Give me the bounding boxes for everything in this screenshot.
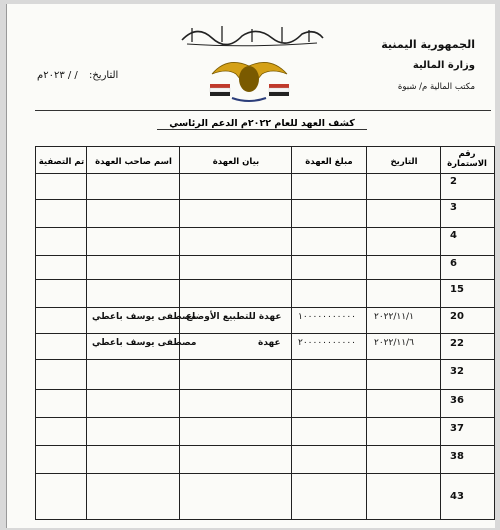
row-number: 22 xyxy=(450,338,464,349)
row-divider xyxy=(36,227,494,228)
custody-table xyxy=(35,146,495,520)
row-number: 3 xyxy=(450,202,457,213)
date-label: التاريخ: xyxy=(88,70,119,81)
row-date: ٢٠٢٢/١١/٦ xyxy=(374,338,414,348)
col-header-holder: اسم صاحب العهدة xyxy=(95,157,172,167)
row-amount: ١٠٠٠٠٠٠٠٠٠٠٠ xyxy=(298,312,357,322)
row-date: ٢٠٢٢/١١/١ xyxy=(374,312,414,322)
row-number: 2 xyxy=(450,176,457,187)
row-divider xyxy=(36,445,494,446)
row-divider xyxy=(36,333,494,334)
header-rule xyxy=(35,110,491,111)
row-divider xyxy=(36,473,494,474)
date-value: / / ٢٠٢٣م xyxy=(37,70,78,81)
row-holder: مصطفى يوسف باعطي xyxy=(92,338,197,348)
row-number: 15 xyxy=(450,284,464,295)
col-header-date: التاريخ xyxy=(390,157,418,167)
row-divider xyxy=(36,307,494,308)
row-divider xyxy=(36,279,494,280)
row-number: 36 xyxy=(450,395,464,406)
row-divider xyxy=(36,173,494,174)
row-number: 37 xyxy=(450,423,464,434)
row-divider xyxy=(36,417,494,418)
country-name: الجمهورية اليمنية xyxy=(381,38,475,51)
row-amount: ٢٠٠٠٠٠٠٠٠٠٠٠ xyxy=(298,338,357,348)
row-divider xyxy=(36,255,494,256)
row-description: عهدة للتطبيع الأوضاع xyxy=(186,312,282,322)
date-field xyxy=(37,70,118,81)
row-number: 4 xyxy=(450,230,457,241)
col-header-settled: تم التصفية xyxy=(38,157,85,167)
basmala-calligraphy xyxy=(177,20,327,48)
row-number: 20 xyxy=(450,311,464,322)
ministry-name: وزارة المالية xyxy=(412,60,475,71)
row-divider xyxy=(36,389,494,390)
row-number: 43 xyxy=(450,491,464,502)
col-header-amount: مبلغ العهدة xyxy=(305,157,353,167)
row-number: 32 xyxy=(450,366,464,377)
yemen-emblem xyxy=(202,54,297,104)
col-header-number: رقم الاستمارة xyxy=(447,149,487,169)
row-holder: مصطفى يوسف باعطي xyxy=(92,312,197,322)
page-title: كشف العهد للعام ٢٠٢٢م الدعم الرئاسي xyxy=(157,118,367,130)
row-number: 6 xyxy=(450,258,457,269)
row-divider xyxy=(36,359,494,360)
col-header-description: بيان العهدة xyxy=(212,157,260,167)
row-description: عهدة xyxy=(258,338,281,348)
office-name: مكتب المالية م/ شبوة xyxy=(397,82,475,92)
row-number: 38 xyxy=(450,451,464,462)
document-page xyxy=(6,4,495,528)
row-divider xyxy=(36,199,494,200)
